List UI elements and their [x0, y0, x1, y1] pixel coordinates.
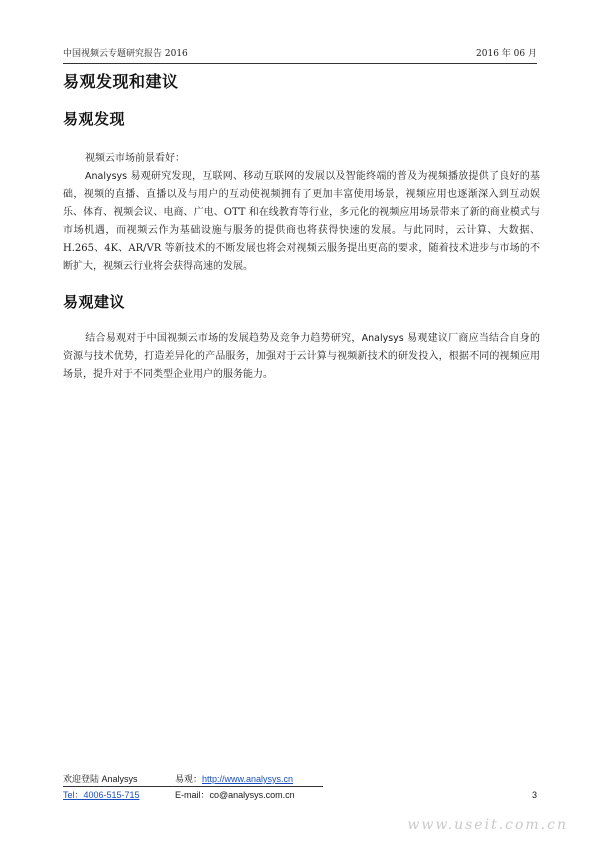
header-divider	[63, 63, 537, 64]
section-title: 易观发现和建议	[63, 72, 179, 91]
suggestion-body-post: 易观建议厂商应当结合自身的资源与技术优势，打造差异化的产品服务，加强对于云计算与视频新技术的研发投入，根据不同的视频应用场景，提升对于不同类型企业用户的服务能力。	[63, 333, 541, 380]
footer-welcome: 欢迎登陆 Analysys	[63, 774, 138, 784]
suggestion-brand: Analysys	[361, 333, 404, 344]
footer-divider	[63, 786, 323, 787]
finding-heading: 易观发现	[63, 110, 126, 128]
suggestion-heading: 易观建议	[63, 293, 126, 311]
footer-site	[175, 772, 293, 787]
watermark-text: www.useit.com.cn	[407, 817, 568, 833]
finding-brand: Analysys	[85, 171, 128, 182]
header-date: 2016 年 06 月	[476, 49, 537, 59]
suggestion-body-pre: 结合易观对于中国视频云市场的发展趋势及竞争力趋势研究，	[85, 333, 362, 344]
header-report-title: 中国视频云专题研究报告 2016	[63, 49, 188, 59]
footer-site-label: 易观：	[175, 775, 203, 785]
footer-tel[interactable]: Tel：4006-515-715	[63, 790, 140, 800]
page-number: 3	[531, 790, 537, 800]
finding-lead: 视频云市场前景看好：	[85, 153, 185, 164]
finding-paragraph	[63, 168, 540, 276]
footer-site-link[interactable]: http://www.analysys.cn	[202, 774, 294, 784]
finding-body: 易观研究发现，互联网、移动互联网的发展以及智能终端的普及为视频播放提供了良好的基础，视频的直播、直播以及与用户的互动使视频拥有了更加丰富使用场景，视频应用也逐渐深入到互动娱乐、体育、视频会议、电商、广电、OTT 和在线教育等行业，多元化的视频应用场景带来了新的商业模式与市场机遇，而视频云作为基础设施与服务的提供商也将获得快速的发展。与此同时，云计算、大数据、H.265、4K、AR/VR 等新技术的不断发展也将会对视频云服务提出更高的要求，随着技术进步与市场的不断扩大，视频云行业将会获得高速的发展。	[63, 171, 540, 272]
footer-email[interactable]: E-mail：co@analysys.com.cn	[175, 790, 295, 800]
suggestion-paragraph	[63, 330, 540, 384]
page-header	[63, 47, 537, 61]
